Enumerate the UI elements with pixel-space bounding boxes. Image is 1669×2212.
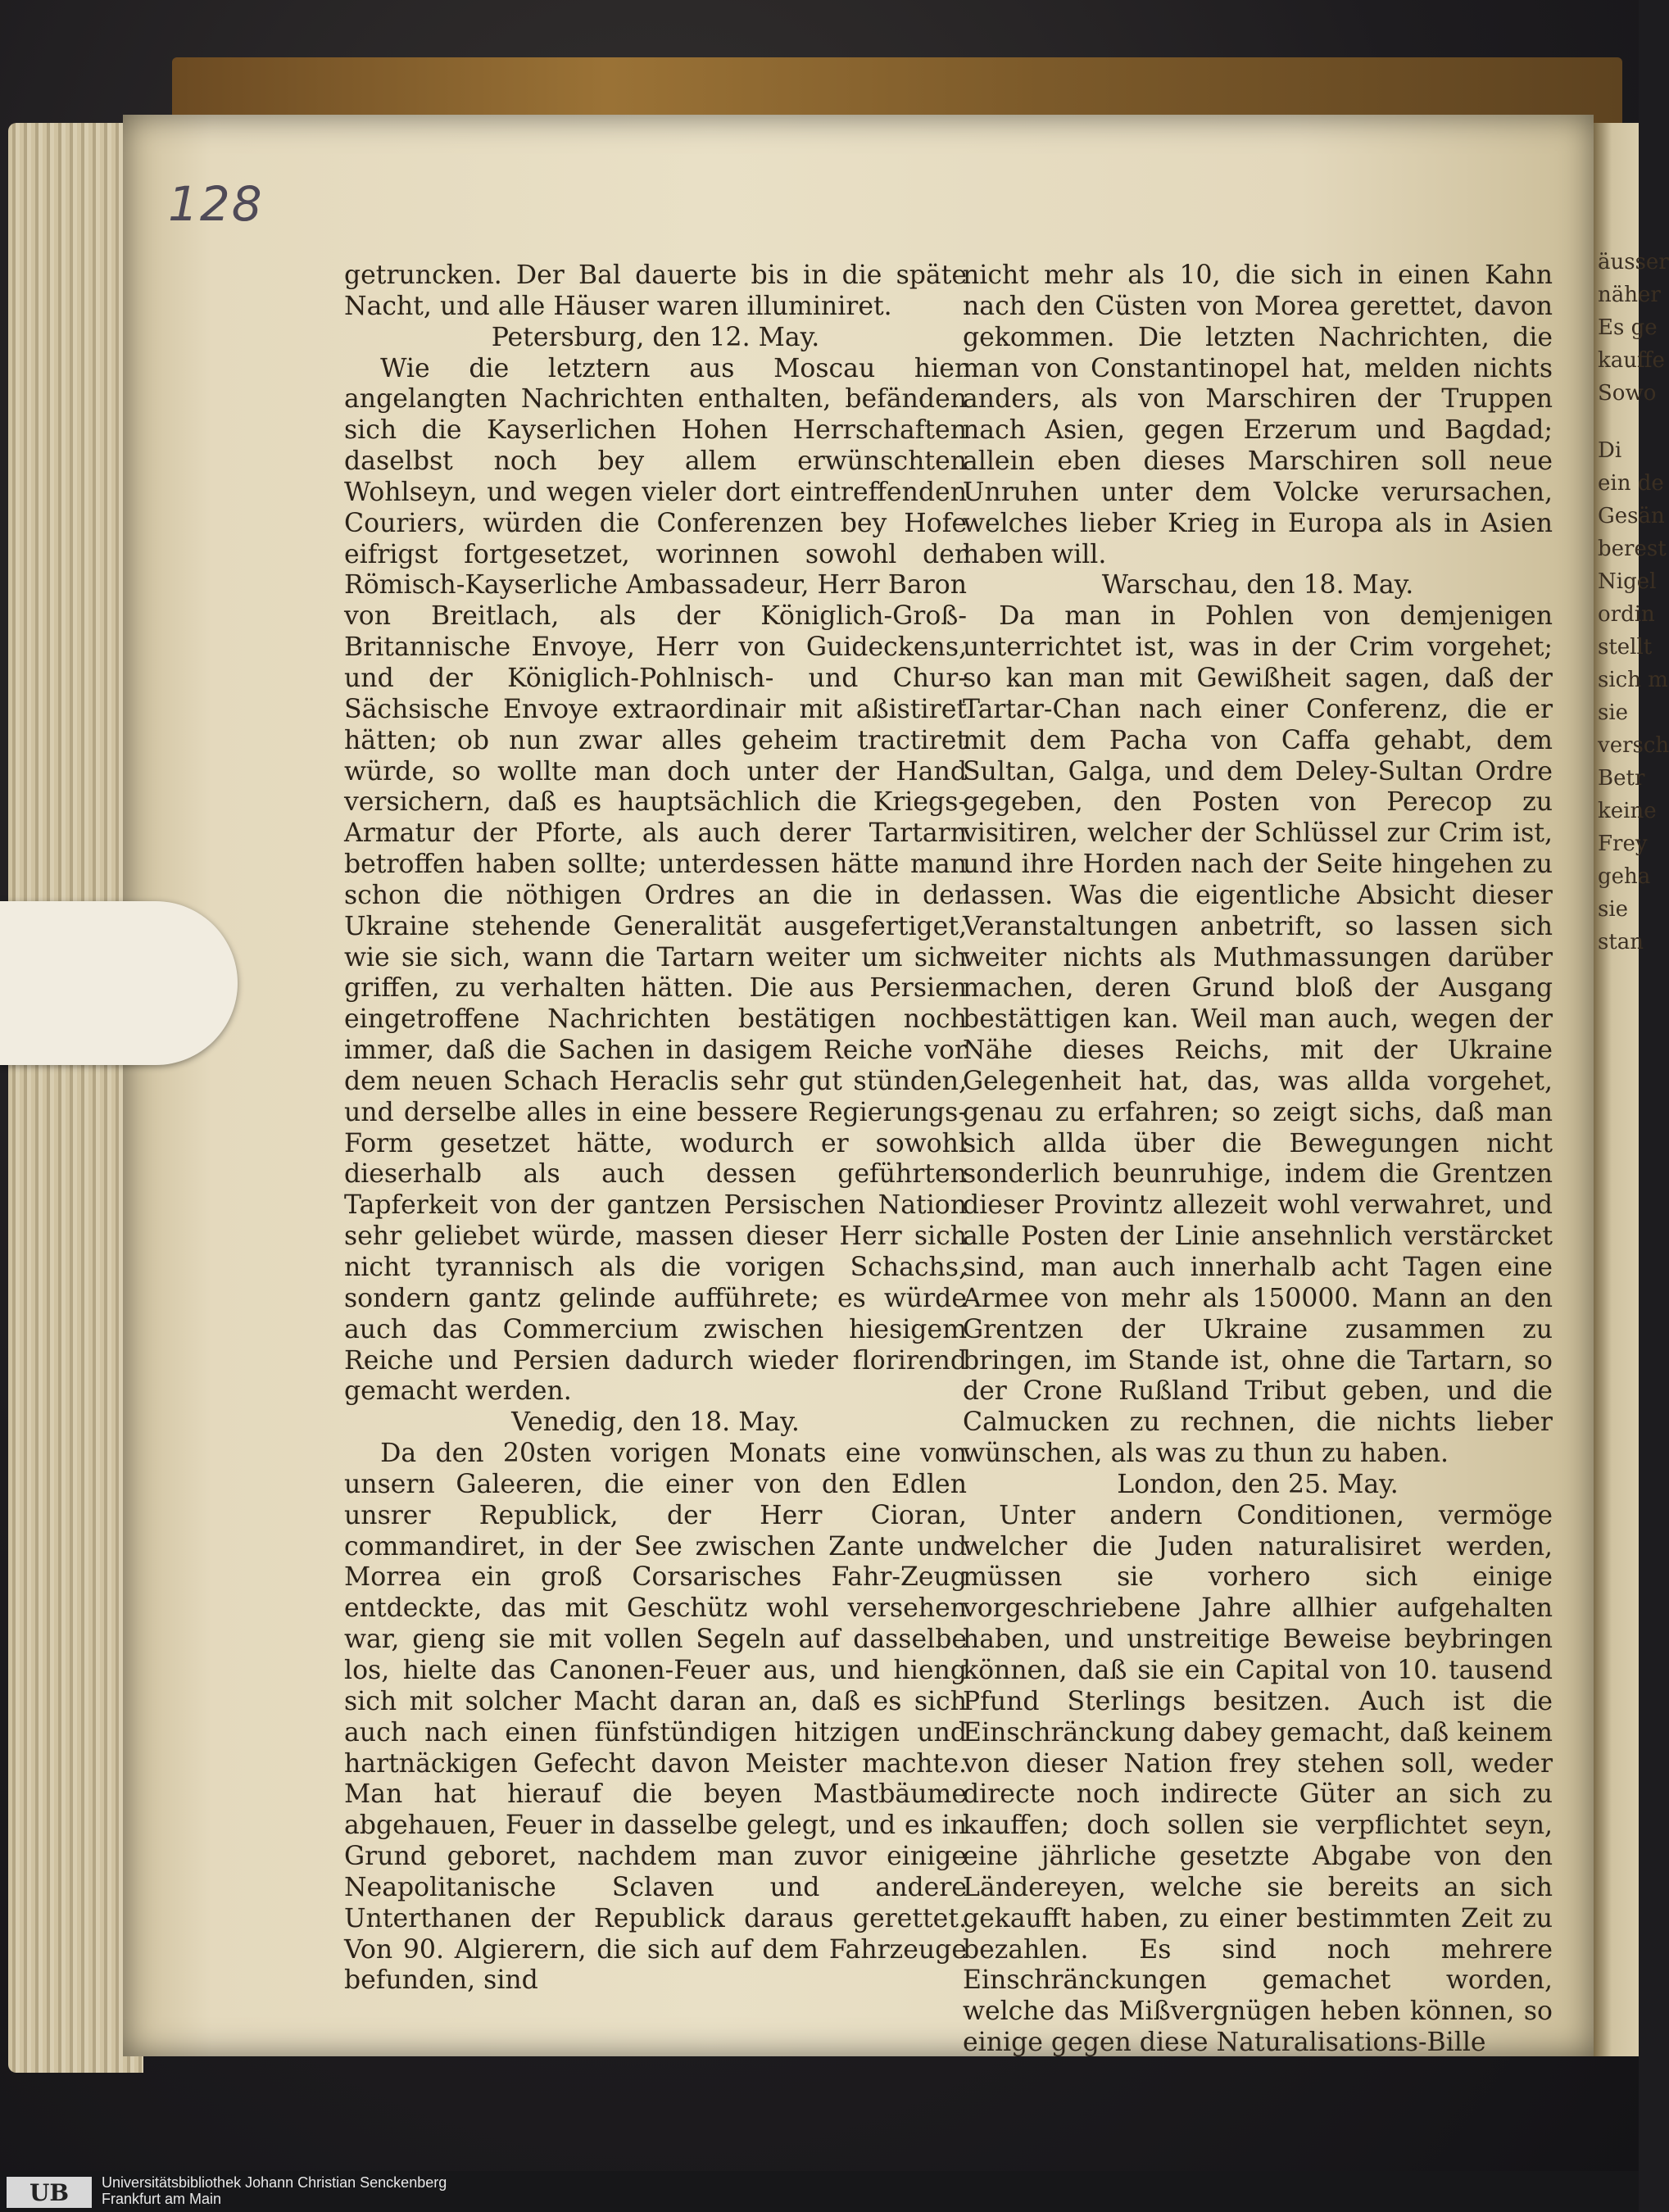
library-name: Universitätsbibliothek Johann Christian Senckenberg: [102, 2174, 447, 2191]
right-column: [963, 261, 1553, 2059]
adjacent-page-fragment: Sowo: [1598, 381, 1657, 406]
adjacent-page-fragment: Es ge: [1598, 315, 1658, 340]
left-column: [344, 261, 967, 1997]
article-paragraph: Wie die letztern aus Moscau hier angelangten Nachrichten enthalten, befänden sich die Kayserlichen Hohen Herrschaften daselbst noch bey allem erwünschten Wohlseyn, und wegen vieler dort eintreffenden Couriers, würden die Conferenzen bey Hofe eifrigst fortgesetzet, worinnen sowohl der Römisch-Kayserliche Ambassadeur, Herr Baron von Breitlach, als der Königlich-Groß-Britannische Envoye, Herr von Guideckens, und der Königlich-Pohlnisch- und Chur-Sächsische Envoye extraordinair mit aßistiret hätten; ob nun zwar alles geheim tractiret würde, so wollte man doch unter der Hand versichern, daß es hauptsächlich die Kriegs-Armatur der Pforte, als auch derer Tartarn betroffen haben sollte; unterdessen hätte man schon die nöthigen Ordres an die in der Ukraine stehende Generalität ausgefertiget, wie sie sich, wann die Tartarn weiter um sich griffen, zu verhalten hätten. Die aus Persien eingetroffene Nachrichten bestätigen noch immer, daß die Sachen in dasigem Reiche vor dem neuen Schach Heraclis sehr gut stünden, und derselbe alles in eine bessere Regierungs-Form gesetzet hätte, wodurch er sowohl dieserhalb als auch dessen geführten Tapferkeit von der gantzen Persischen Nation sehr geliebet würde, massen dieser Herr sich nicht tyrannisch als die vorigen Schachs, sondern gantz gelinde aufführete; es würde auch das Commercium zwischen hiesigem Reiche und Persien dadurch wieder florirend gemacht werden.: [344, 353, 967, 1407]
article-paragraph: Da den 20sten vorigen Monats eine von unsern Galeeren, die einer von den Edlen unsrer Republick, der Herr Cioran, commandiret, in der See zwischen Zante und Morrea ein groß Corsarisches Fahr-Zeug entdeckte, das mit Geschütz wohl versehen war, gieng sie mit vollen Segeln auf dasselbe los, hielte das Canonen-Feuer aus, und hieng sich mit solcher Macht daran an, daß es sich auch nach einen fünfstündigen hitzigen und hartnäckigen Gefecht davon Meister machte. Man hat hierauf die beyen Mastbäume abgehauen, Feuer in dasselbe gelegt, und es in Grund geboret, nachdem man zuvor einige Neapolitanische Sclaven und andere Unterthanen der Republick daraus gerettet. Von 90. Algierern, die sich auf dem Fahrzeuge befunden, sind: [344, 1439, 967, 1996]
article-dateline: Warschau, den 18. May.: [1101, 570, 1414, 601]
library-footer: [0, 2171, 1639, 2212]
adjacent-page-fragment: näher: [1598, 283, 1661, 307]
adjacent-page-fragment: Frey: [1598, 832, 1648, 856]
adjacent-page-fragment: kauffe: [1598, 348, 1665, 373]
adjacent-page-fragment: sie: [1598, 897, 1629, 922]
adjacent-page-fragment: Di: [1598, 438, 1622, 463]
adjacent-page-fragment: sie: [1598, 700, 1629, 725]
adjacent-page-fragment: Betr: [1598, 766, 1645, 791]
article-dateline: Venedig, den 18. May.: [511, 1407, 800, 1438]
adjacent-page-fragment: äusser: [1598, 250, 1669, 274]
page-number: 128: [168, 176, 264, 232]
adjacent-page-fragment: keine: [1598, 799, 1657, 823]
article-dateline: London, den 25. May.: [1117, 1469, 1399, 1499]
article-dateline: Petersburg, den 12. May.: [491, 322, 820, 352]
adjacent-page-fragment: geha: [1598, 864, 1651, 889]
adjacent-page-fragment: stellt: [1598, 635, 1653, 660]
library-city: Frankfurt am Main: [102, 2191, 222, 2207]
adjacent-page-fragment: sich m: [1598, 668, 1668, 692]
adjacent-page-fragment: ein de: [1598, 471, 1664, 496]
adjacent-page: [1594, 123, 1669, 2056]
adjacent-page-fragment: Nigel: [1598, 569, 1657, 594]
adjacent-page-fragment: ordin: [1598, 602, 1655, 627]
bookmark-slip: [0, 901, 238, 1065]
adjacent-page-fragment: versch: [1598, 733, 1669, 758]
article-paragraph: Unter andern Conditionen, vermöge welcher die Juden naturalisiret werden, müssen sie vorhero sich einige vorgeschriebene Jahre allhier aufgehalten haben, und unstreitige Beweise beybringen können, daß sie ein Capital von 10. tausend Pfund Sterlings besitzen. Auch ist die Einschränckung dabey gemacht, daß keinem von dieser Nation frey stehen soll, weder directe noch indirecte Güter an sich zu kauffen; doch sollen sie verpflichtet seyn, eine jährliche gesetzte Abgabe von den Ländereyen, welche sie bereits an sich gekaufft haben, zu einer bestimmten Zeit zu bezahlen. Es sind noch mehrere Einschränckungen gemachet worden, welche das Mißvergnügen heben können, so einige gegen diese Naturalisations-Bille: [963, 1500, 1553, 2058]
article-paragraph: Da man in Pohlen von demjenigen unterrichtet ist, was in der Crim vorgehet; so kan man mit Gewißheit sagen, daß der Tartar-Chan nach einer Conferenz, die er mit dem Pacha von Caffa gehabt, dem Sultan, Galga, und dem Deley-Sultan Ordre gegeben, den Posten von Perecop zu visitiren, welcher der Schlüssel zur Crim ist, und ihre Horden nach der Seite hingehen zu lassen. Was die eigentliche Absicht dieser Veranstaltungen anbetrift, so lassen sich weiter nichts als Muthmassungen darüber machen, deren Grund bloß der Ausgang bestättigen kan. Weil man auch, wegen der Nähe dieses Reichs, mit der Ukraine Gelegenheit hat, das, was allda vorgehet, genau zu erfahren; so zeigt sichs, daß man sich allda über die Bewegungen nicht sonderlich beunruhige, indem die Grentzen dieser Provintz allezeit wohl verwahret, und alle Posten der Linie ansehnlich verstärcket sind, man auch innerhalb acht Tagen eine Armee von mehr als 150000. Mann an den Grentzen der Ukraine zusammen zu bringen, im Stande ist, ohne die Tartarn, so der Crone Rußland Tribut geben, und die Calmucken zu rechnen, die nichts lieber wünschen, als was zu thun zu haben.: [963, 601, 1553, 1469]
article-paragraph: nicht mehr als 10, die sich in einen Kahn nach den Cüsten von Morea gerettet, davon gekommen. Die letzten Nachrichten, die man von Constantinopel hat, melden nichts anders, als von Marschiren der Truppen nach Asien, gegen Erzerum und Bagdad; allein eben dieses Marschiren soll neue Unruhen unter dem Volcke verursachen, welches lieber Krieg in Europa als in Asien haben will.: [963, 261, 1553, 569]
adjacent-page-fragment: Gesän: [1598, 504, 1665, 528]
article-paragraph: getruncken. Der Bal dauerte bis in die späte Nacht, und alle Häuser waren illuminiret.: [344, 261, 967, 321]
adjacent-page-fragment: berest: [1598, 537, 1667, 561]
library-logo[interactable]: UB: [7, 2177, 92, 2208]
adjacent-page-fragment: stan: [1598, 930, 1644, 954]
